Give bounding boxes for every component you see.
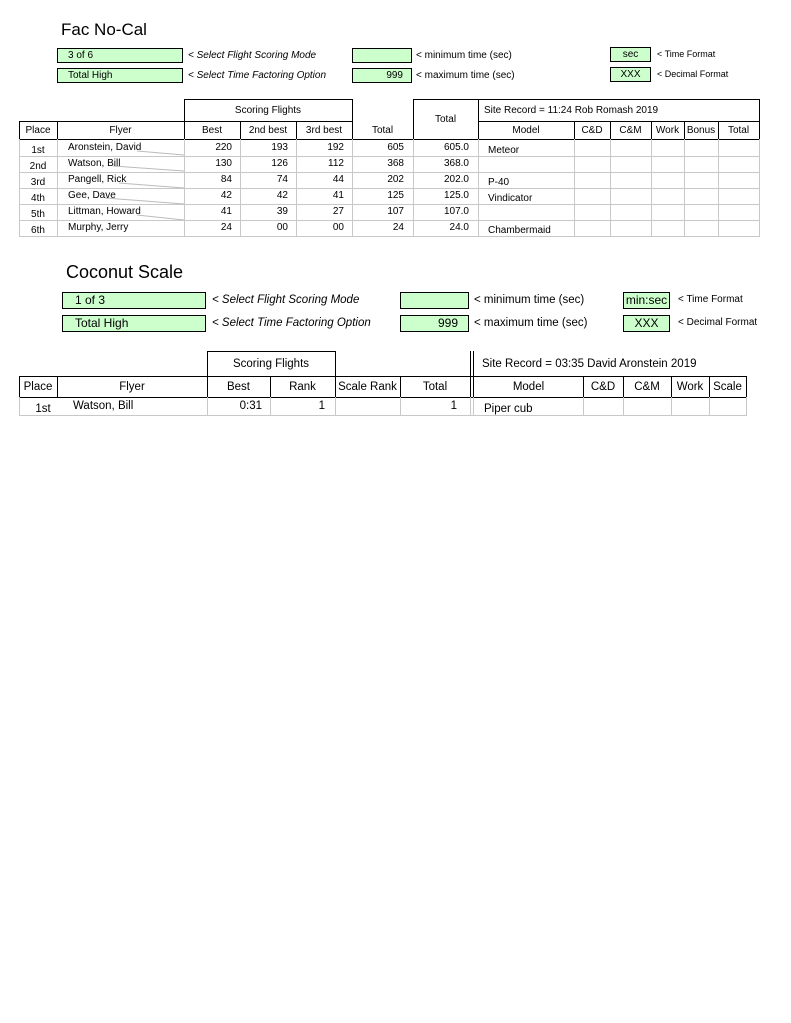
flyer-cell: Pangell, Rick <box>68 174 127 185</box>
col-header-3rd-best: 3rd best <box>305 125 343 136</box>
best-cell: 42 <box>220 190 232 201</box>
max-time-field[interactable]: 999 <box>352 68 412 83</box>
rank-cell: 1 <box>318 400 325 412</box>
flyer-cell: Murphy, Jerry <box>68 222 129 233</box>
third-cell: 44 <box>332 174 344 185</box>
col-header-work: Work <box>655 125 680 136</box>
col-header-rank: Rank <box>289 381 316 393</box>
third-cell: 41 <box>332 190 344 201</box>
col-header-scale: Scale <box>713 381 742 393</box>
second-cell: 74 <box>276 174 288 185</box>
site-record-2: Site Record = 03:35 David Aronstein 2019 <box>482 358 697 370</box>
max-time-field-2[interactable]: 999 <box>400 315 469 332</box>
time-format-label-2: < Time Format <box>678 294 743 305</box>
decimal-format-field[interactable]: XXX <box>610 67 651 82</box>
min-time-field[interactable] <box>352 48 412 63</box>
third-cell: 27 <box>332 206 344 217</box>
scoring-mode-label: < Select Flight Scoring Mode <box>188 50 317 61</box>
flyer-cell: Aronstein, David <box>68 142 142 153</box>
total-header: Total <box>434 114 457 125</box>
total2-cell: 125.0 <box>443 190 469 201</box>
place-cell: 2nd <box>29 161 47 172</box>
total2-cell: 605.0 <box>443 142 469 153</box>
col-header-work-2: Work <box>676 381 704 393</box>
decimal-format-label: < Decimal Format <box>657 69 729 79</box>
scoring-flights-header-2: Scoring Flights <box>232 358 310 370</box>
scoring-flights-header: Scoring Flights <box>234 105 302 116</box>
time-factor-label: < Select Time Factoring Option <box>188 70 327 81</box>
col-header-total-3: Total <box>422 381 448 393</box>
col-header-flyer-2: Flyer <box>119 381 145 393</box>
place-cell: 6th <box>31 225 45 236</box>
decimal-format-label-2: < Decimal Format <box>678 317 758 328</box>
second-cell: 39 <box>276 206 288 217</box>
model-cell: Chambermaid <box>488 225 551 236</box>
flyer-cell: Watson, Bill <box>68 158 121 169</box>
col-header-bonus: Bonus <box>686 125 716 136</box>
best-cell: 41 <box>220 206 232 217</box>
scoring-mode-label-2: < Select Flight Scoring Mode <box>212 294 360 306</box>
total-cell: 24 <box>392 222 404 233</box>
best-cell: 84 <box>220 174 232 185</box>
time-factor-select[interactable]: Total High <box>57 68 183 83</box>
flyer-cell: Watson, Bill <box>73 400 134 412</box>
model-cell: Vindicator <box>488 193 533 204</box>
min-time-label-2: < minimum time (sec) <box>474 294 585 306</box>
flyer-cell: Littman, Howard <box>68 206 141 217</box>
best-cell: 130 <box>215 158 232 169</box>
col-header-cm-2: C&M <box>634 381 660 393</box>
second-cell: 193 <box>271 142 288 153</box>
place-cell: 3rd <box>30 177 46 188</box>
place-cell: 4th <box>31 193 45 204</box>
total2-cell: 202.0 <box>443 174 469 185</box>
total-cell: 605 <box>387 142 404 153</box>
place-cell: 1st <box>31 145 45 156</box>
total2-cell: 24.0 <box>449 222 469 233</box>
col-header-best-2: Best <box>226 381 250 393</box>
total2-cell: 107.0 <box>443 206 469 217</box>
col-header-place: Place <box>25 125 51 136</box>
time-factor-label-2: < Select Time Factoring Option <box>212 317 371 329</box>
col-header-cm: C&M <box>619 125 642 136</box>
min-time-field-2[interactable] <box>400 292 469 309</box>
third-cell: 192 <box>327 142 344 153</box>
second-cell: 00 <box>276 222 288 233</box>
col-header-2nd-best: 2nd best <box>248 125 288 136</box>
best-cell: 220 <box>215 142 232 153</box>
best-cell: 24 <box>220 222 232 233</box>
third-cell: 00 <box>332 222 344 233</box>
section-title-fac-no-cal: Fac No-Cal <box>61 20 147 39</box>
model-cell: Meteor <box>488 145 520 156</box>
decimal-format-field-2[interactable]: XXX <box>623 315 670 332</box>
total-cell: 125 <box>387 190 404 201</box>
col-header-model: Model <box>512 125 540 136</box>
col-header-scale-rank: Scale Rank <box>338 381 397 393</box>
site-record: Site Record = 11:24 Rob Romash 2019 <box>484 105 659 116</box>
scoring-mode-select-2[interactable]: 1 of 3 <box>62 292 206 309</box>
col-header-best: Best <box>201 125 222 136</box>
place-cell: 5th <box>31 209 45 220</box>
third-cell: 112 <box>328 158 344 169</box>
section-title-coconut-scale: Coconut Scale <box>66 262 184 282</box>
time-format-label: < Time Format <box>657 49 716 59</box>
total-cell: 107 <box>387 206 404 217</box>
total-cell: 1 <box>450 400 457 412</box>
col-header-flyer: Flyer <box>109 125 132 136</box>
scoring-mode-select[interactable]: 3 of 6 <box>57 48 183 63</box>
place-cell: 1st <box>35 403 51 415</box>
time-format-field-2[interactable]: min:sec <box>623 292 670 309</box>
total-cell: 368 <box>387 158 404 169</box>
col-header-total-2: Total <box>727 125 750 136</box>
col-header-cd: C&D <box>581 125 603 136</box>
best-cell: 0:31 <box>239 400 262 412</box>
model-cell: Piper cub <box>484 403 533 415</box>
model-cell: P-40 <box>488 177 510 188</box>
total2-cell: 368.0 <box>443 158 469 169</box>
total-cell: 202 <box>387 174 404 185</box>
second-cell: 42 <box>276 190 288 201</box>
second-cell: 126 <box>271 158 288 169</box>
col-header-cd-2: C&D <box>590 381 616 393</box>
min-time-label: < minimum time (sec) <box>416 50 512 61</box>
max-time-label-2: < maximum time (sec) <box>474 317 588 329</box>
flyer-cell: Gee, Dave <box>68 190 116 201</box>
time-factor-select-2[interactable]: Total High <box>62 315 206 332</box>
col-header-total: Total <box>371 125 394 136</box>
col-header-model-2: Model <box>512 381 545 393</box>
max-time-label: < maximum time (sec) <box>416 70 515 81</box>
time-format-field[interactable]: sec <box>610 47 651 62</box>
col-header-place-2: Place <box>23 381 53 393</box>
